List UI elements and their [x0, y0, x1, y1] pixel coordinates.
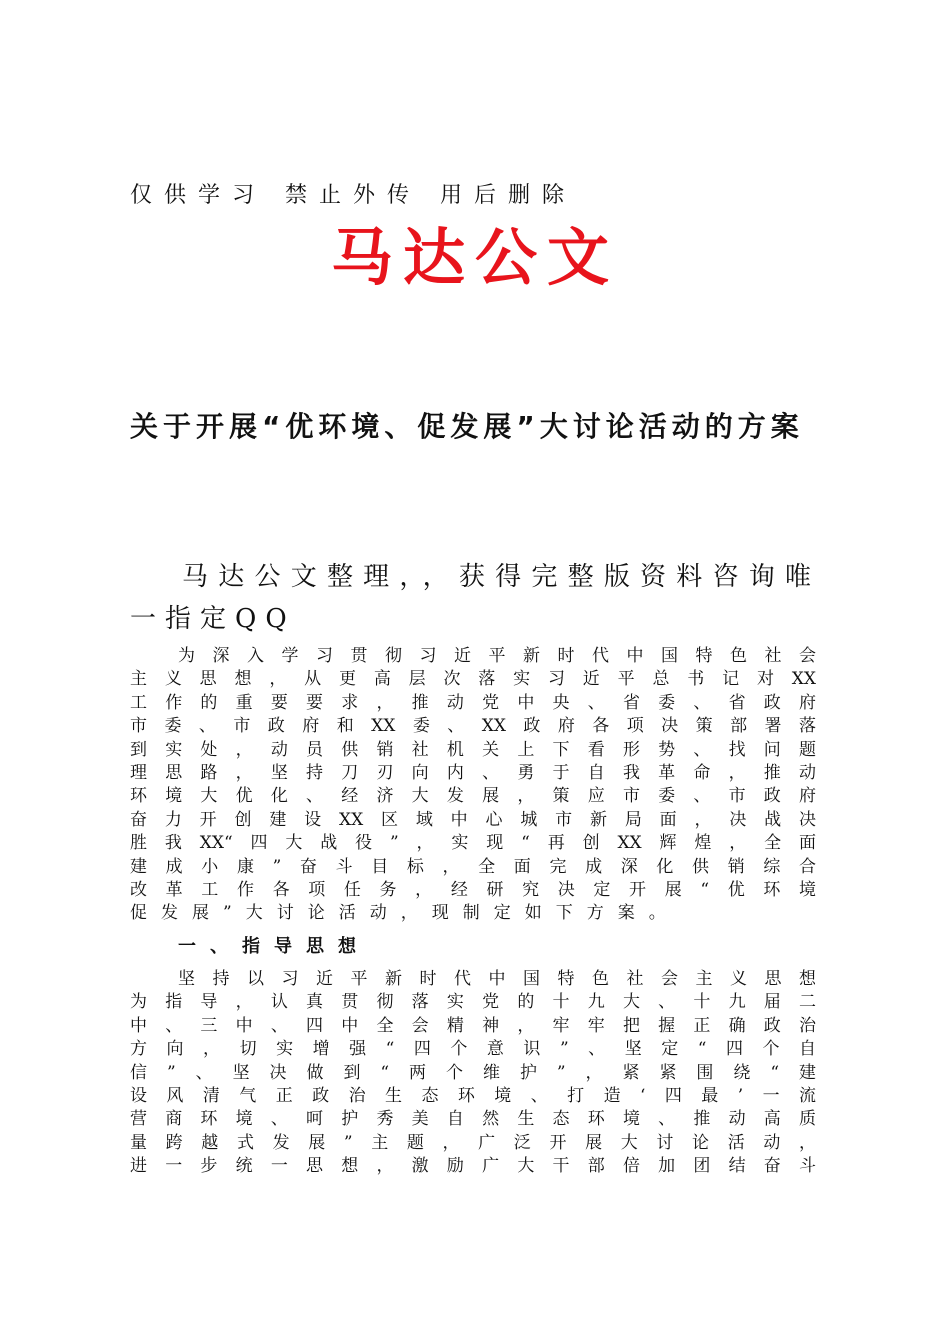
usage-notice: 仅供学习 禁止外传 用后删除 [130, 183, 576, 208]
paragraph-line: 理思路，坚持刀刃向内、勇于自我革命，推动 [130, 762, 816, 783]
paragraph-line: 主义思想，从更高层次落实习近平总书记对XX [130, 669, 816, 690]
paragraph-line: 设风清气正政治生态环境、打造‘四最’一流 [130, 1085, 816, 1106]
paragraph-line: 奋力开创建设XX区域中心城市新局面，决战决 [130, 809, 816, 830]
paragraph-line: 中、三中、四中全会精神，牢牢把握正确政治 [130, 1015, 816, 1036]
document-title: 关于开展“优环境、促发展”大讨论活动的方案 [130, 410, 804, 443]
paragraph-line: 量跨越式发展”主题，广泛开展大讨论活动， [130, 1132, 816, 1153]
paragraph-line: 营商环境、呵护秀美自然生态环境、推动高质 [130, 1109, 816, 1130]
paragraph-line: 进一步统一思想，激励广大干部倍加团结奋斗 [130, 1156, 816, 1177]
paragraph-line: 市委、市政府和XX委、XX政府各项决策部署落 [130, 716, 816, 737]
brand-title: 马达公文 [330, 221, 619, 294]
paragraph-line: 促发展”大讨论活动，现制定如下方案。 [130, 903, 680, 924]
paragraph-line: 环境大优化、经济大发展，策应市委、市政府 [130, 786, 816, 807]
section-paragraph [130, 968, 816, 1179]
intro-paragraph [130, 645, 816, 926]
paragraph-line: 胜我XX“四大战役”，实现“再创XX辉煌，全面 [130, 833, 816, 854]
section-heading: 一、指导思想 [178, 936, 370, 957]
paragraph-line: 方向，切实增强“四个意识”、坚定“四个自 [130, 1039, 816, 1060]
paragraph-line: 为指导，认真贯彻落实党的十九大、十九届二 [130, 992, 816, 1013]
paragraph-line: 建成小康”奋斗目标，全面完成深化供销综合 [130, 856, 816, 877]
paragraph-line: 信”、坚决做到“两个维护”，紧紧围绕“建 [130, 1062, 816, 1083]
paragraph-line: 改革工作各项任务，经研究决定开展“优环境 [130, 879, 816, 900]
promo-line: 马达公文整理，，获得完整版资料咨询唯一指定QQ [130, 562, 820, 634]
paragraph-line: 坚持以习近平新时代中国特色社会主义思想 [178, 969, 816, 989]
paragraph-line: 为深入学习贯彻习近平新时代中国特色社会 [178, 646, 816, 666]
paragraph-line: 到实处，动员供销社机关上下看形势、找问题 [130, 739, 816, 760]
paragraph-line: 工作的重要要求，推动党中央、省委、省政府 [130, 692, 816, 713]
